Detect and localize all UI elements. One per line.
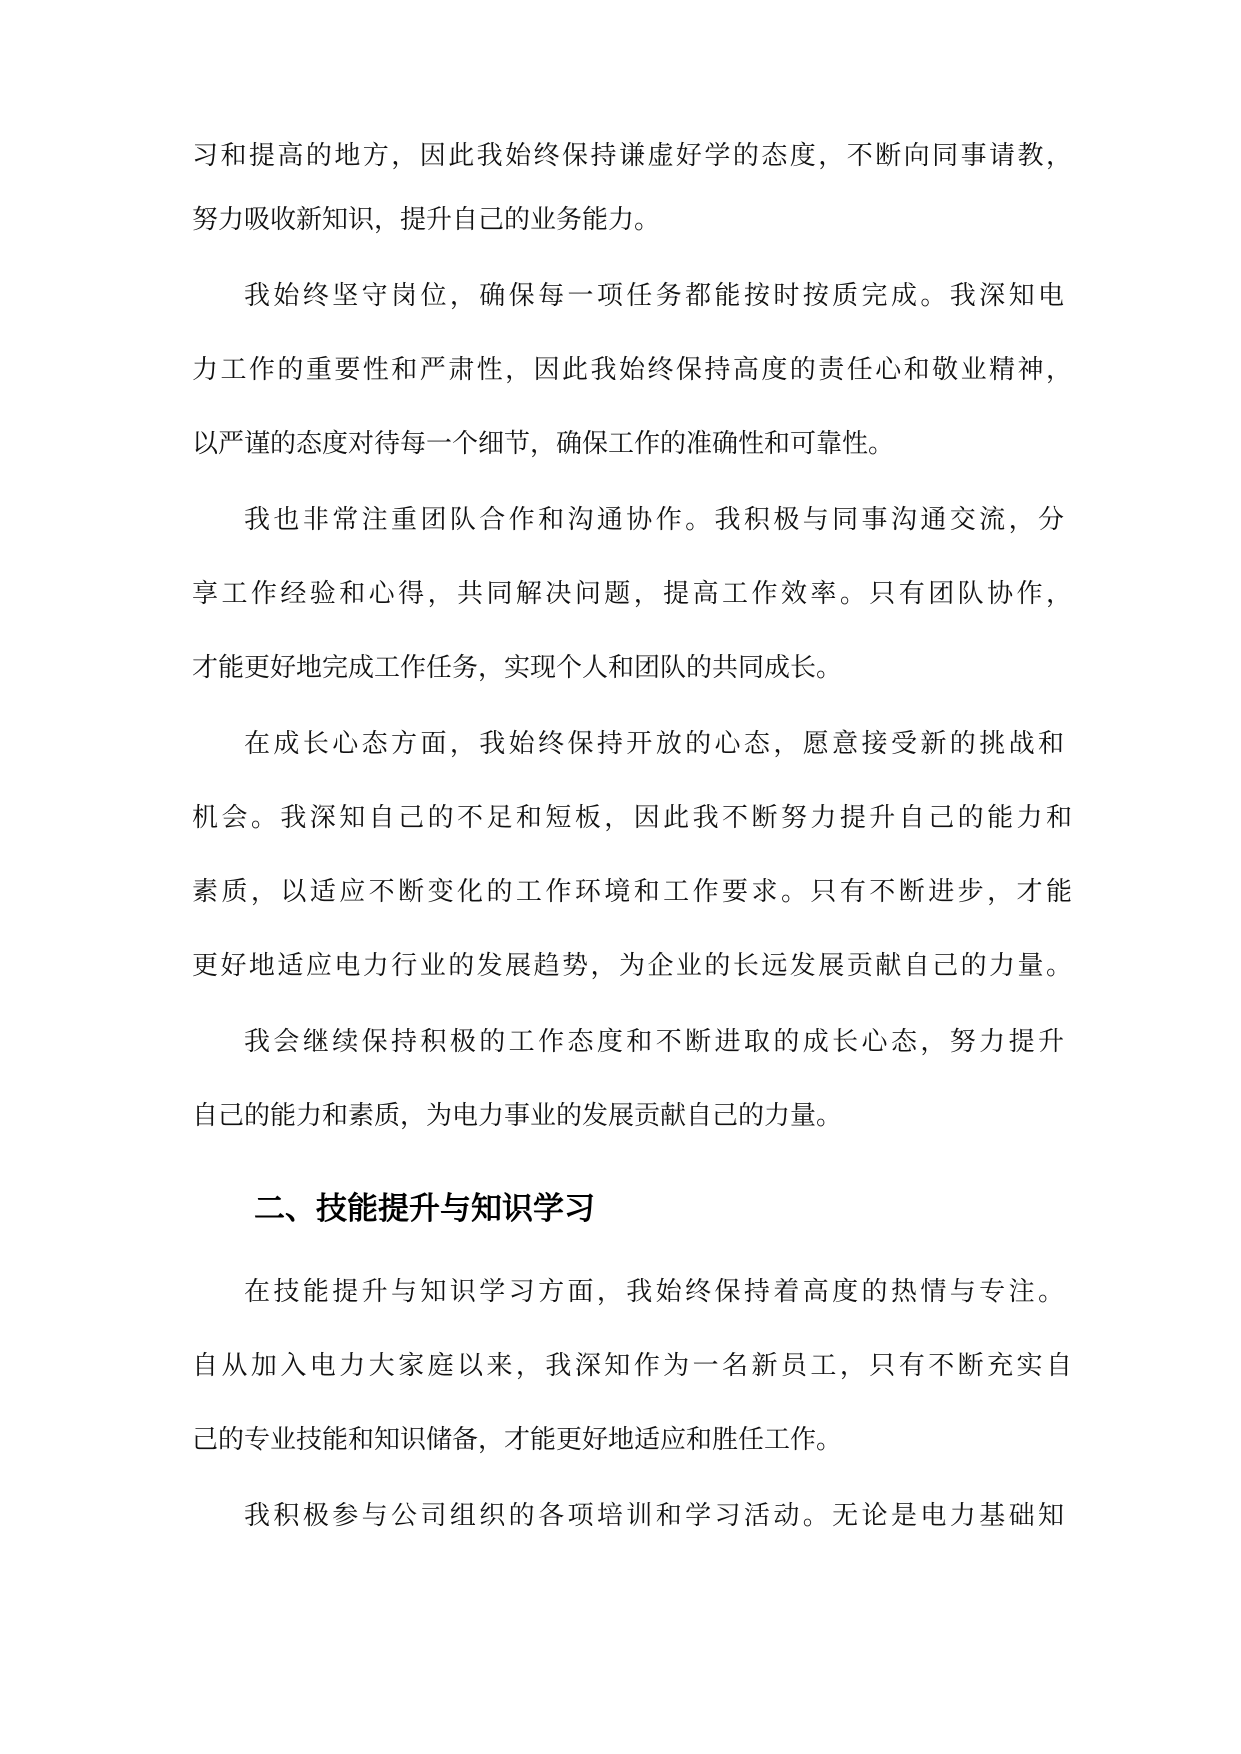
text-line: 更好地适应电力行业的发展趋势，为企业的长远发展贡献自己的力量。 xyxy=(192,951,1072,981)
text-line: 素质，以适应不断变化的工作环境和工作要求。只有不断进步，才能 xyxy=(192,877,1072,907)
text-line: 自己的能力和素质，为电力事业的发展贡献自己的力量。 xyxy=(192,1101,843,1131)
paragraph-first-line: 我始终坚守岗位，确保每一项任务都能按时按质完成。我深知电 xyxy=(244,281,1064,311)
paragraph-first-line: 我会继续保持积极的工作态度和不断进取的成长心态，努力提升 xyxy=(244,1027,1064,1057)
text-line: 享工作经验和心得，共同解决问题，提高工作效率。只有团队协作， xyxy=(192,579,1072,609)
text-line: 自从加入电力大家庭以来，我深知作为一名新员工，只有不断充实自 xyxy=(192,1351,1072,1381)
text-line: 努力吸收新知识，提升自己的业务能力。 xyxy=(192,205,661,235)
text-line: 才能更好地完成工作任务，实现个人和团队的共同成长。 xyxy=(192,653,843,683)
text-line: 己的专业技能和知识储备，才能更好地适应和胜任工作。 xyxy=(192,1425,843,1455)
text-line: 机会。我深知自己的不足和短板，因此我不断努力提升自己的能力和 xyxy=(192,803,1072,833)
text-line: 力工作的重要性和严肃性，因此我始终保持高度的责任心和敬业精神， xyxy=(192,355,1072,385)
section-heading: 二、技能提升与知识学习 xyxy=(254,1191,595,1227)
paragraph-first-line: 我积极参与公司组织的各项培训和学习活动。无论是电力基础知 xyxy=(244,1501,1064,1531)
text-line: 以严谨的态度对待每一个细节，确保工作的准确性和可靠性。 xyxy=(192,429,895,459)
paragraph-first-line: 在成长心态方面，我始终保持开放的心态，愿意接受新的挑战和 xyxy=(244,729,1064,759)
paragraph-first-line: 在技能提升与知识学习方面，我始终保持着高度的热情与专注。 xyxy=(244,1277,1064,1307)
paragraph-first-line: 我也非常注重团队合作和沟通协作。我积极与同事沟通交流，分 xyxy=(244,505,1064,535)
text-line: 习和提高的地方，因此我始终保持谦虚好学的态度，不断向同事请教， xyxy=(192,141,1072,171)
